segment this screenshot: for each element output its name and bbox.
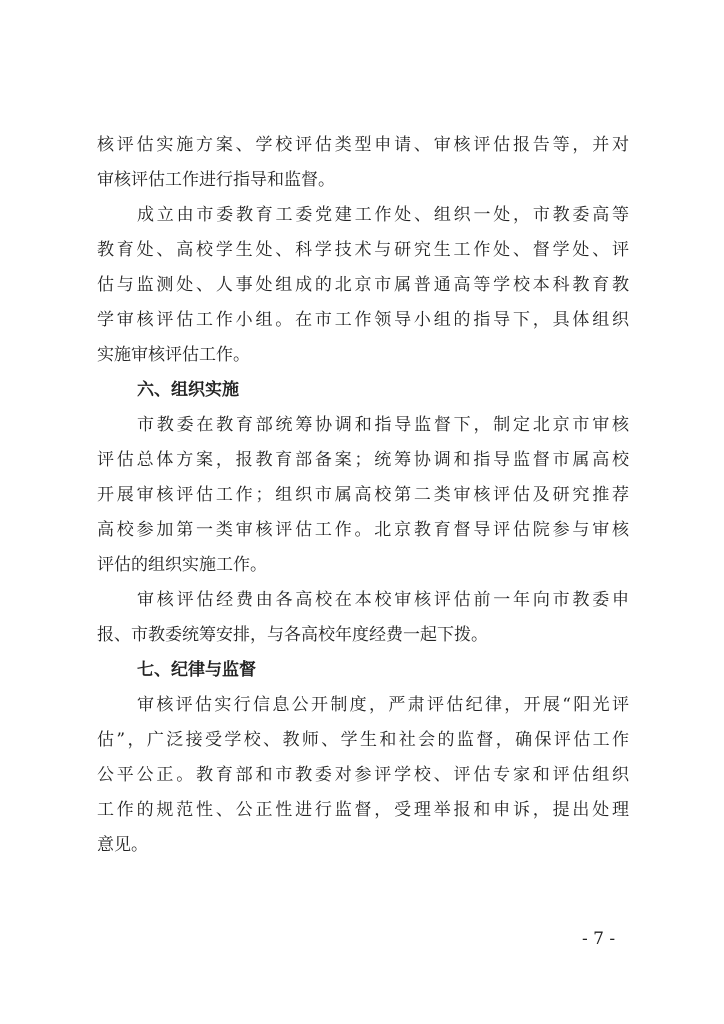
paragraph-line: 估与监测处、人事处组成的北京市属普通高等学校本科教育教: [97, 275, 629, 295]
paragraph-line: 公平公正。教育部和市教委对参评学校、评估专家和评估组织: [97, 765, 629, 785]
paragraph-line: 教育处、高校学生处、科学技术与研究生工作处、督学处、评: [97, 240, 629, 260]
section-heading-discipline: 七、纪律与监督: [137, 660, 256, 680]
page-number: - 7 -: [582, 929, 616, 949]
paragraph-line: 核评估实施方案、学校评估类型申请、审核评估报告等，并对: [97, 135, 629, 155]
paragraph-line: 高校参加第一类审核评估工作。北京教育督导评估院参与审核: [97, 520, 629, 540]
paragraph-line: 评估的组织实施工作。: [97, 555, 267, 575]
section-heading-organization: 六、组织实施: [137, 380, 239, 400]
paragraph-line: 评估总体方案，报教育部备案；统筹协调和指导监督市属高校: [97, 450, 629, 470]
paragraph-line: 审核评估经费由各高校在本校审核评估前一年向市教委申: [137, 590, 629, 610]
paragraph-line: 意见。: [97, 835, 148, 855]
paragraph-line: 成立由市委教育工委党建工作处、组织一处，市教委高等: [137, 205, 629, 225]
paragraph-line: 报、市教委统筹安排，与各高校年度经费一起下拨。: [97, 625, 488, 645]
paragraph-line: 工作的规范性、公正性进行监督，受理举报和申诉，提出处理: [97, 800, 629, 820]
paragraph-line: 估”，广泛接受学校、教师、学生和社会的监督，确保评估工作: [97, 730, 629, 750]
paragraph-line: 学审核评估工作小组。在市工作领导小组的指导下，具体组织: [97, 310, 629, 330]
paragraph-line: 市教委在教育部统筹协调和指导监督下，制定北京市审核: [137, 415, 629, 435]
paragraph-line: 审核评估工作进行指导和监督。: [97, 170, 335, 190]
paragraph-line: 审核评估实行信息公开制度，严肃评估纪律，开展“阳光评: [137, 695, 629, 715]
paragraph-line: 开展审核评估工作；组织市属高校第二类审核评估及研究推荐: [97, 485, 629, 505]
paragraph-line: 实施审核评估工作。: [97, 345, 250, 365]
document-body: [97, 128, 629, 863]
